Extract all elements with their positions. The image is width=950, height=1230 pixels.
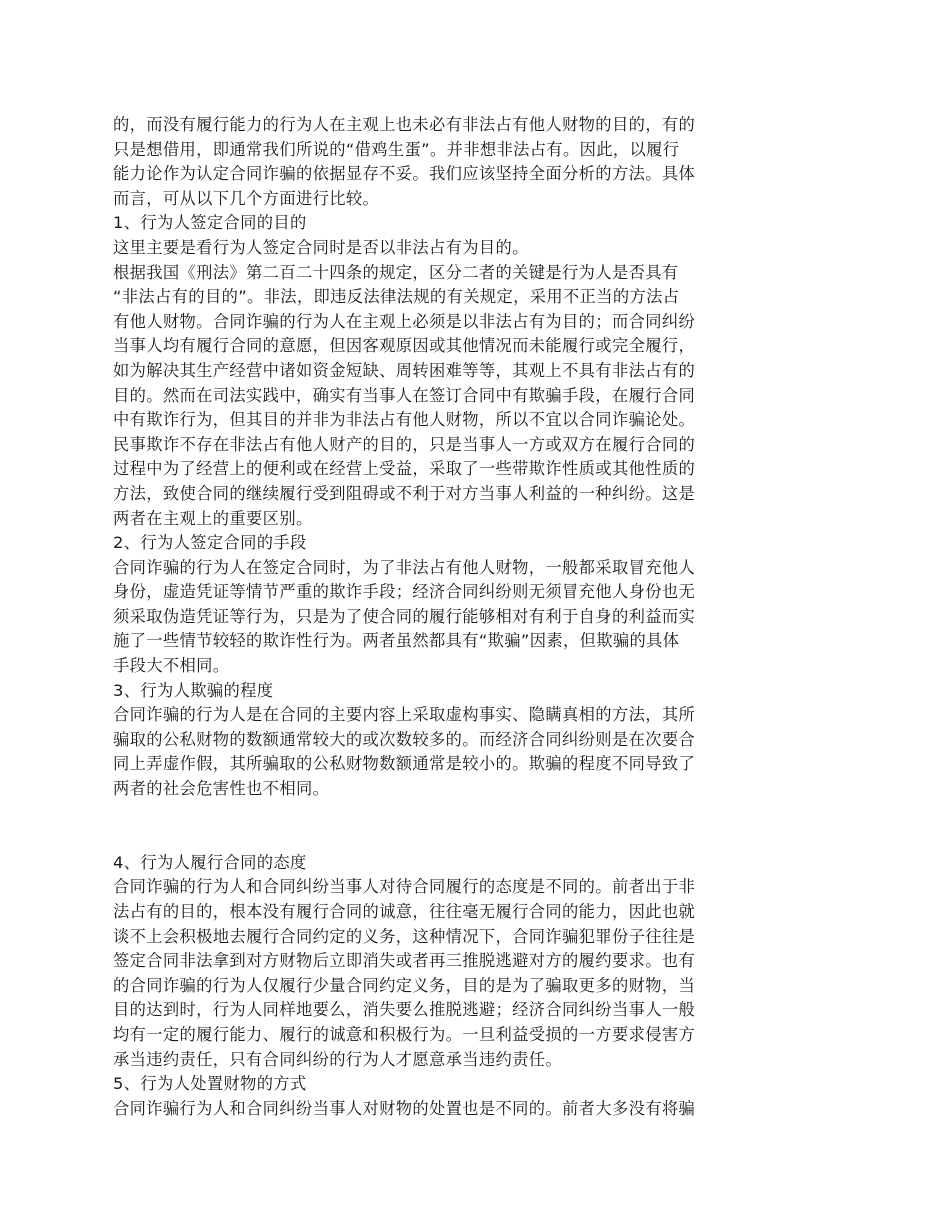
text-line: 的，而没有履行能力的行为人在主观上也未必有非法占有他人财物的目的，有的 (113, 115, 696, 134)
text-line: 签定合同非法拿到对方财物后立即消失或者再三推脱逃避对方的履约要求。也有 (113, 951, 696, 971)
text-line: 两者的社会危害性也不相同。 (113, 779, 330, 799)
text-line: 目的达到时，行为人同样地要么，消失要么推脱逃避；经济合同纠纷当事人一般 (113, 1000, 696, 1020)
text-line: 手段大不相同。 (113, 656, 230, 676)
text-line: “非法占有的目的”。非法，即违反法律法规的有关规定，采用不正当的方法占 (113, 287, 680, 307)
text-line: 过程中为了经营上的便利或在经营上受益，采取了一些带欺诈性质或其他性质的 (113, 459, 696, 479)
text-line: 能力论作为认定合同诈骗的依据显存不妥。我们应该坚持全面分析的方法。具体 (113, 164, 696, 184)
text-line: 当事人均有履行合同的意愿，但因客观原因或其他情况而未能履行或完全履行， (113, 336, 696, 356)
paragraph-gap (113, 802, 773, 851)
text-line: 民事欺诈不存在非法占有他人财产的目的，只是当事人一方或双方在履行合同的 (113, 434, 696, 454)
text-line: 有他人财物。合同诈骗的行为人在主观上必须是以非法占有为目的；而合同纠纷 (113, 311, 696, 331)
text-line: 这里主要是看行为人签定合同时是否以非法占有为目的。 (113, 237, 529, 257)
text-line: 身份，虚造凭证等情节严重的欺诈手段；经济合同纠纷则无须冒充他人身份也无 (113, 582, 696, 602)
text-line: 谈不上会积极地去履行合同约定的义务，这种情况下，合同诈骗犯罪份子往往是 (113, 926, 696, 946)
text-line: 合同诈骗的行为人在签定合同时，为了非法占有他人财物，一般都采取冒充他人 (113, 557, 696, 577)
text-line: 方法，致使合同的继续履行受到阻碍或不利于对方当事人利益的一种纠纷。这是 (113, 483, 696, 503)
text-line: 的合同诈骗的行为人仅履行少量合同约定义务，目的是为了骗取更多的财物，当 (113, 975, 696, 995)
text-line: 如为解决其生产经营中诸如资金短缺、周转困难等等，其观上不具有非法占有的 (113, 360, 696, 380)
text-line: 承当违约责任，只有合同纠纷的行为人才愿意承当违约责任。 (113, 1049, 563, 1069)
text-line: 法占有的目的，根本没有履行合同的诚意，往往毫无履行合同的能力，因此也就 (113, 902, 696, 921)
text-line: 只是想借用，即通常我们所说的“借鸡生蛋”。并非想非法占有。因此，以履行 (113, 139, 680, 159)
text-line: 合同诈骗的行为人是在合同的主要内容上采取虚构事实、隐瞒真相的方法，其所 (113, 705, 696, 725)
text-line: 合同诈骗行为人和合同纠纷当事人对财物的处置也是不同的。前者大多没有将骗 (113, 1098, 696, 1118)
text-line: 而言，可从以下几个方面进行比较。 (113, 188, 380, 208)
section-heading-1: 1、行为人签定合同的目的 (113, 213, 307, 233)
text-line: 目的。然而在司法实践中，确实有当事人在签订合同中有欺骗手段，在履行合同 (113, 385, 696, 405)
text-line: 中有欺诈行为，但其目的并非为非法占有他人财物，所以不宜以合同诈骗论处。 (113, 410, 696, 430)
text-line: 均有一定的履行能力、履行的诚意和积极行为。一旦利益受损的一方要求侵害方 (113, 1024, 696, 1044)
text-line: 施了一些情节较轻的欺诈性行为。两者虽然都具有“欺骗”因素，但欺骗的具体 (113, 631, 680, 651)
section-heading-3: 3、行为人欺骗的程度 (113, 680, 274, 700)
text-line: 同上弄虚作假，其所骗取的公私财物数额通常是较小的。欺骗的程度不同导致了 (113, 754, 696, 774)
text-line: 骗取的公私财物的数额通常较大的或次数较多的。而经济合同纠纷则是在次要合 (113, 729, 696, 749)
text-line: 须采取伪造凭证等行为，只是为了使合同的履行能够相对有利于自身的利益而实 (113, 606, 696, 626)
section-heading-4: 4、行为人履行合同的态度 (113, 852, 307, 872)
text-line: 根据我国《刑法》第二百二十四条的规定，区分二者的关键是行为人是否具有 (113, 262, 679, 282)
text-line: 两者在主观上的重要区别。 (113, 508, 313, 528)
section-heading-2: 2、行为人签定合同的手段 (113, 533, 307, 553)
text-line: 合同诈骗的行为人和合同纠纷当事人对待合同履行的态度是不同的。前者出于非 (113, 877, 696, 897)
section-heading-5: 5、行为人处置财物的方式 (113, 1074, 307, 1094)
document-page (113, 113, 773, 1121)
